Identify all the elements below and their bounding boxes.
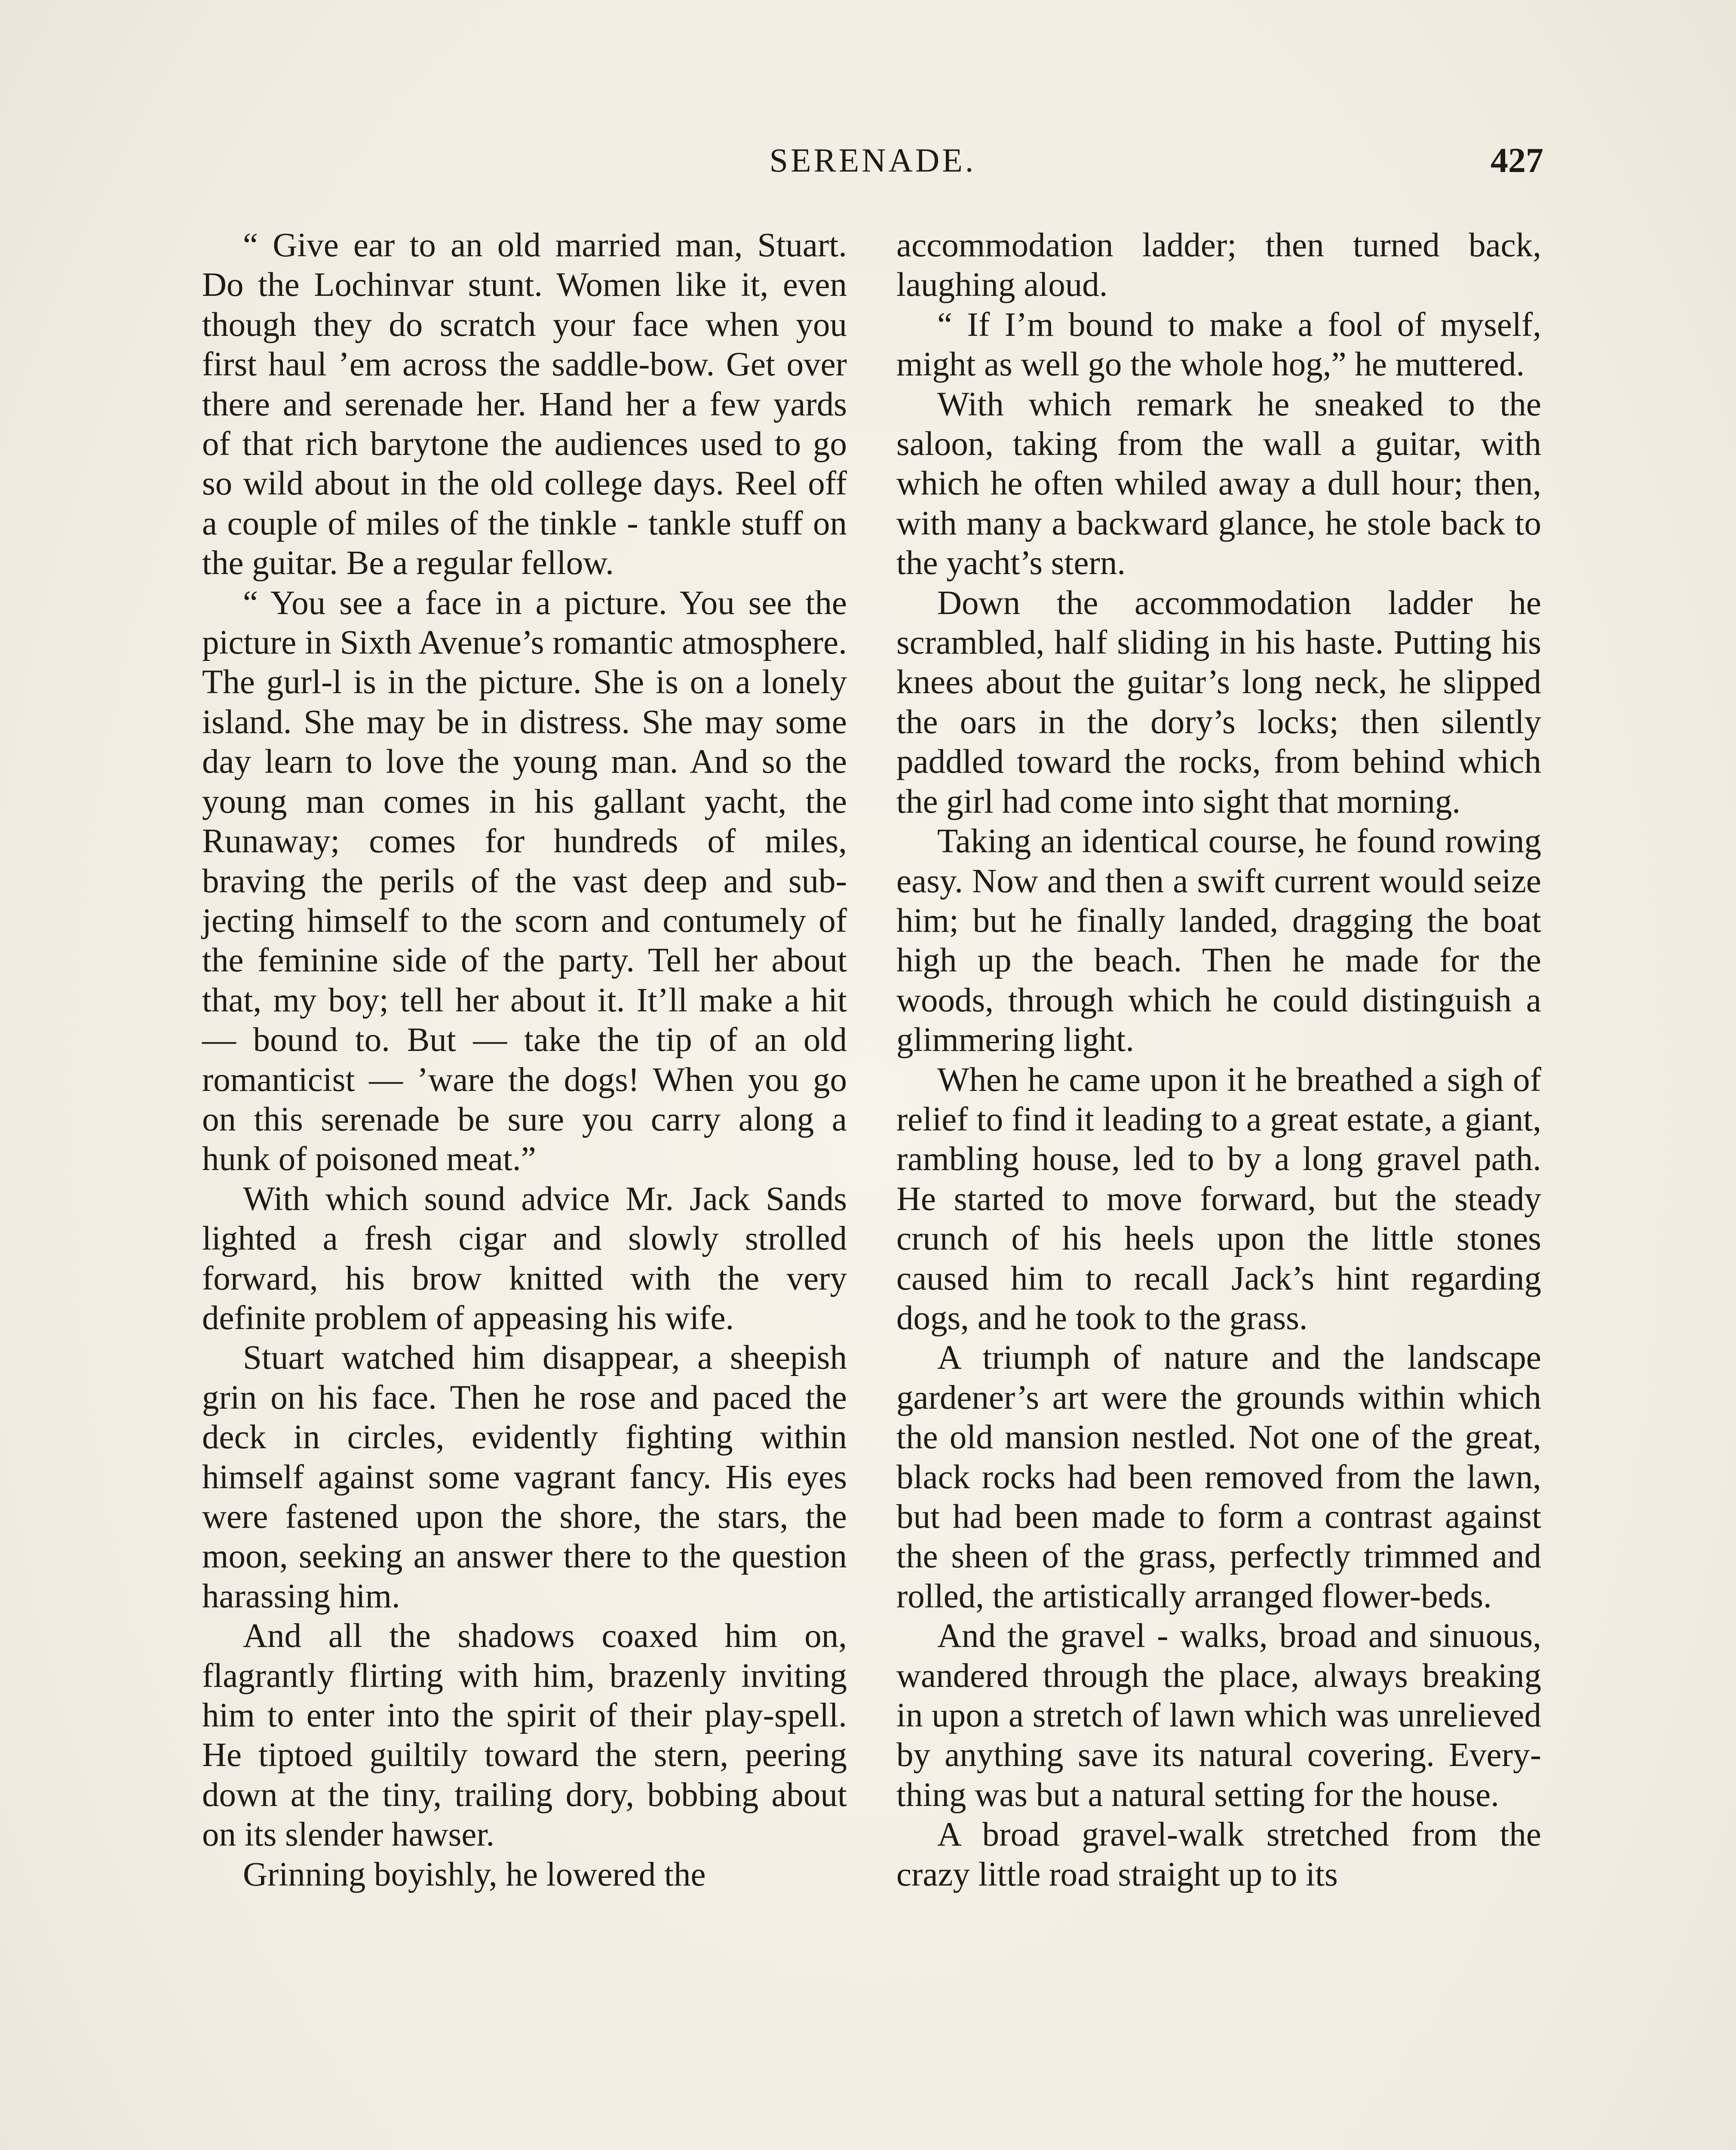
paragraph: With which remark he sneaked to the saloon, taking from the wall a guitar, with which he often whiled away a dull hour; then, with many a backward glance, he stole back to the yacht’s stern. [896,385,1541,582]
paragraph: With which sound advice Mr. Jack Sands lighted a fresh cigar and slowly strolled forward, his brow knitted with the very definite problem of appeasing his wife. [202,1180,847,1337]
paragraph: And all the shadows coaxed him on, flagrantly flirting with him, brazenly inviting him to enter into the spirit of their play-spell. He tiptoed guiltily toward the stern, peering down at the tiny, trailing dory, bobbing about on its slender hawser. [202,1617,847,1854]
paragraph: A triumph of nature and the landscape gardener’s art were the grounds within which the old mansion nestled. Not one of the great, black rocks had been removed from the lawn, but had been made to form a contrast against the sheen of the grass, perfectly trimmed and rolled, the artistically arranged flower-beds. [896,1339,1541,1615]
paragraph: “ Give ear to an old married man, Stuart. Do the Lochinvar stunt. Women like it, even though they do scratch your face when you first haul ’em across the saddle-bow. Get over there and serenade her. Hand her a few yards of that rich barytone the audiences used to go so wild about in the old college days. Reel off a couple of miles of the tinkle - tankle stuff on the guitar. Be a regular fellow. [202,227,847,582]
paragraph: A broad gravel-walk stretched from the crazy little road straight up to its [896,1816,1541,1893]
left-column [202,226,847,1895]
paragraph: Taking an identical course, he found rowing easy. Now and then a swift current would seize him; but he finally landed, dragging the boat high up the beach. Then he made for the woods, through which he could distinguish a glimmering light. [896,823,1541,1059]
paragraph: When he came upon it he breathed a sigh of relief to find it leading to a great estate, a giant, rambling house, led to by a long gravel path. He started to move forward, but the steady crunch of his heels upon the little stones caused him to recall Jack’s hint regarding dogs, and he took to the grass. [896,1061,1541,1337]
running-head [202,137,1543,184]
paragraph: Grinning boyishly, he lowered the [243,1855,706,1893]
page-number: 427 [1491,141,1543,180]
running-title: SERENADE. [769,141,976,179]
paragraph: Down the accommodation ladder he scrambled, half sliding in his haste. Putting his knees about the guitar’s long neck, he slipped the oars in the dory’s locks; then silently paddled toward the rocks, from behind which the girl had come into sight that morning. [896,584,1541,820]
paragraph: “ You see a face in a picture. You see the picture in Sixth Avenue’s romantic atmosphere. The gurl-l is in the picture. She is on a lonely island. She may be in distress. She may some day learn to love the young man. And so the young man comes in his gallant yacht, the Runaway; comes for hundreds of miles, braving the perils of the vast deep and subjecting himself to the scorn and contumely of the feminine side of the party. Tell her about that, my boy; tell her about it. It’ll make a hit — bound to. But — take the tip of an old romanticist — ’ware the dogs! When you go on this serenade be sure you carry along a hunk of poisoned meat.” [202,584,847,1178]
right-column [896,226,1541,1895]
paragraph: And the gravel - walks, broad and sinuous, wandered through the place, always breaking in upon a stretch of lawn which was unrelieved by anything save its natural covering. Everything was but a natural setting for the house. [896,1617,1541,1814]
paragraph-continued: accommodation ladder; then turned back, laughing aloud. [896,227,1541,304]
paragraph: Stuart watched him disappear, a sheepish grin on his face. Then he rose and paced the deck in circles, evidently fighting within himself against some vagrant fancy. His eyes were fastened upon the shore, the stars, the moon, seeking an answer there to the question harassing him. [202,1339,847,1615]
paragraph: “ If I’m bound to make a fool of myself, might as well go the whole hog,” he muttered. [896,306,1541,384]
